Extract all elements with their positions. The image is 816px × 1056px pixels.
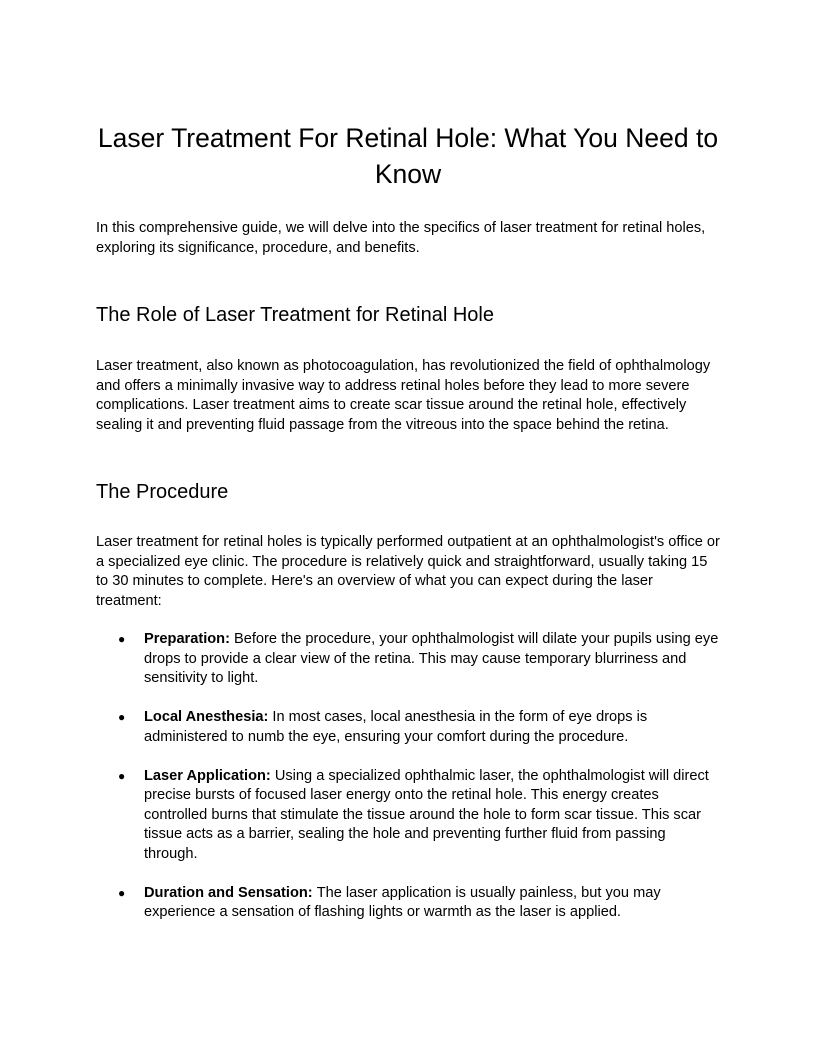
bullet-icon: ●: [118, 632, 126, 646]
procedure-steps-list: [96, 630, 720, 942]
step-title: Preparation:: [144, 631, 235, 647]
list-item: [96, 767, 720, 865]
list-item: [96, 884, 720, 923]
step-text: Before the procedure, your ophthalmologist will dilate your pupils using eye drops to provide a clear view of the retina. This may cause temporary blurriness and sensitivity to light.: [144, 631, 719, 686]
step-title: Local Anesthesia:: [144, 709, 273, 725]
section-body-procedure: Laser treatment for retinal holes is typically performed outpatient at an ophthalmologist's office or a specialized eye clinic. The procedure is relatively quick and straightforward, usually taking 15 to 30 minutes to complete. Here's an overview of what you can expect during the laser treatment:: [96, 534, 720, 609]
section-heading-procedure: The Procedure: [96, 481, 229, 503]
bullet-icon: ●: [118, 768, 126, 783]
section-body-role: Laser treatment, also known as photocoagulation, has revolutionized the field of ophthalmology and offers a minimally invasive way to address retinal holes before they lead to more severe complications. Laser treatment aims to create scar tissue around the retinal hole, effectively sealing it and preventing fluid passage from the vitreous into the space behind the retina.: [96, 358, 711, 433]
step-title: Laser Application:: [144, 767, 275, 784]
page-title: Laser Treatment For Retinal Hole: What You Need to Know: [97, 123, 719, 189]
step-text: Using a specialized ophthalmic laser, the ophthalmologist will direct precise bursts of focused laser energy onto the retinal hole. This energy creates controlled burns that stimulate the tissue around the hole to form scar tissue. This scar tissue acts as a barrier, sealing the hole and preventing further fluid from passing through.: [144, 767, 709, 862]
step-text: The laser application is usually painless, but you may experience a sensation of flashing lights or warmth as the laser is applied.: [144, 884, 661, 920]
step-title: Duration and Sensation:: [144, 884, 317, 901]
step-text: In most cases, local anesthesia in the form of eye drops is administered to numb the eye, ensuring your comfort during the procedure.: [144, 709, 648, 745]
bullet-icon: ●: [118, 710, 126, 724]
list-item: [96, 630, 720, 689]
intro-paragraph: In this comprehensive guide, we will delve into the specifics of laser treatment for retinal holes, exploring its significance, procedure, and benefits.: [96, 220, 706, 256]
section-heading-role: The Role of Laser Treatment for Retinal Hole: [96, 304, 494, 326]
list-item: [96, 708, 720, 747]
bullet-icon: ●: [118, 885, 126, 900]
